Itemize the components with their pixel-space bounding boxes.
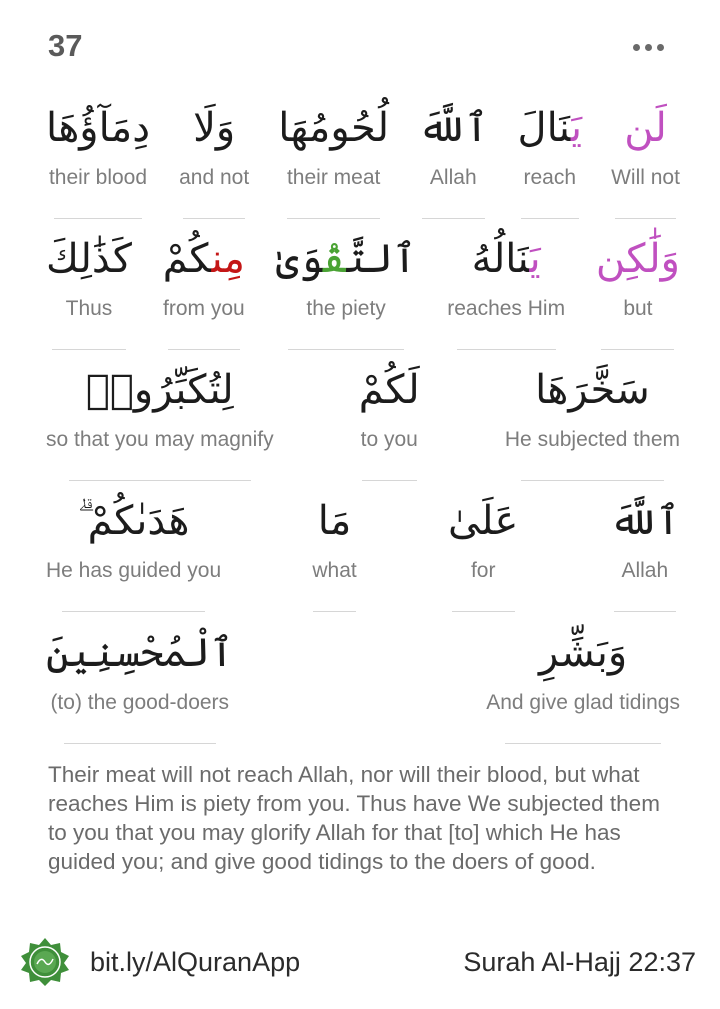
word-translation: to you bbox=[360, 428, 418, 451]
arabic-segment: يَ bbox=[570, 105, 582, 151]
word-translation: He has guided you bbox=[46, 559, 222, 582]
word-item[interactable] bbox=[173, 95, 255, 225]
arabic-segment: سَخَّرَهَا bbox=[535, 367, 650, 413]
verse-number: 37 bbox=[48, 28, 83, 63]
word-translation: and not bbox=[179, 166, 250, 189]
arabic-segment: قْ bbox=[322, 236, 347, 282]
arabic-segment: ٱللَّهَ bbox=[609, 498, 680, 544]
word-underline bbox=[521, 218, 579, 219]
arabic-segment: نَالُهُ bbox=[471, 236, 530, 282]
word-row bbox=[40, 488, 686, 618]
word-underline bbox=[601, 349, 674, 350]
arabic-word bbox=[596, 226, 680, 292]
more-dot-icon bbox=[657, 44, 664, 51]
word-underline bbox=[288, 349, 404, 350]
word-underline bbox=[52, 349, 126, 350]
more-dot-icon bbox=[645, 44, 652, 51]
app-link[interactable]: bit.ly/AlQuranApp bbox=[90, 947, 301, 977]
word-underline bbox=[457, 349, 556, 350]
word-underline bbox=[422, 218, 485, 219]
arabic-segment: ٱللَّهَ bbox=[418, 105, 489, 151]
arabic-segment: مَا bbox=[317, 498, 352, 544]
word-underline bbox=[183, 218, 245, 219]
word-item[interactable] bbox=[40, 620, 240, 750]
arabic-word bbox=[624, 95, 667, 161]
word-item[interactable] bbox=[40, 488, 227, 618]
word-underline bbox=[615, 218, 676, 219]
word-item[interactable] bbox=[40, 357, 280, 487]
verse-translation: Their meat will not reach Allah, nor will their blood, but what reaches Him is piety from you. Thus have We subjected them to you that you may glorify Allah for that [to] which He has guided you; and give good tidings to the doers of good. bbox=[48, 762, 660, 874]
word-underline bbox=[287, 218, 380, 219]
arabic-segment: كُمْ bbox=[162, 236, 212, 282]
word-translation: Allah bbox=[621, 559, 669, 582]
word-underline bbox=[64, 743, 216, 744]
word-item[interactable] bbox=[353, 357, 426, 487]
arabic-word bbox=[418, 95, 488, 161]
arabic-segment: لُحُومُهَا bbox=[278, 105, 390, 151]
arabic-segment: وَبَشِّرِ bbox=[538, 630, 628, 676]
arabic-segment: لَكُمْ bbox=[358, 367, 420, 413]
word-item[interactable] bbox=[270, 226, 423, 356]
word-row bbox=[40, 620, 686, 750]
word-translation: from you bbox=[163, 297, 245, 320]
word-underline bbox=[69, 480, 251, 481]
word-translation: reach bbox=[523, 166, 577, 189]
arabic-word bbox=[46, 95, 150, 161]
arabic-word bbox=[78, 488, 190, 554]
arabic-word bbox=[518, 95, 582, 161]
word-translation: Thus bbox=[65, 297, 113, 320]
arabic-word bbox=[46, 620, 234, 686]
word-item[interactable] bbox=[499, 357, 686, 487]
surah-reference: Surah Al-Hajj 22:37 bbox=[463, 947, 696, 977]
word-translation: what bbox=[312, 559, 357, 582]
word-underline bbox=[505, 743, 661, 744]
word-item[interactable] bbox=[272, 95, 395, 225]
arabic-word bbox=[46, 226, 132, 292]
word-translation: He subjected them bbox=[504, 428, 680, 451]
word-translation: the piety bbox=[306, 297, 386, 320]
word-item[interactable] bbox=[604, 488, 686, 618]
word-item[interactable] bbox=[512, 95, 588, 225]
word-item[interactable] bbox=[157, 226, 251, 356]
word-translation: reaches Him bbox=[447, 297, 566, 320]
arabic-word bbox=[276, 226, 417, 292]
more-dot-icon bbox=[633, 44, 640, 51]
word-translation: but bbox=[623, 297, 653, 320]
arabic-word bbox=[86, 357, 234, 423]
arabic-segment: عَلَىٰ bbox=[447, 498, 519, 544]
arabic-segment: يَ bbox=[529, 236, 541, 282]
arabic-word bbox=[163, 226, 245, 292]
arabic-word bbox=[472, 226, 541, 292]
arabic-segment: دِمَآؤُهَا bbox=[46, 105, 151, 151]
arabic-word bbox=[278, 95, 389, 161]
word-underline bbox=[62, 611, 204, 612]
word-item[interactable] bbox=[412, 95, 494, 225]
arabic-segment: نَالَ bbox=[517, 105, 571, 151]
arabic-segment: ٱلْمُحْسِنِينَ bbox=[46, 630, 234, 676]
word-row bbox=[40, 357, 686, 487]
word-translation: And give glad tidings bbox=[486, 691, 680, 714]
word-underline bbox=[54, 218, 142, 219]
word-item[interactable] bbox=[306, 488, 362, 618]
arabic-word bbox=[193, 95, 235, 161]
arabic-word bbox=[610, 488, 680, 554]
arabic-segment: لَن bbox=[624, 105, 667, 151]
arabic-segment: لِتُكَبِّرُوا۟ bbox=[85, 367, 234, 413]
arabic-segment: ٱلتَّ bbox=[346, 236, 417, 282]
word-underline bbox=[362, 480, 417, 481]
word-item[interactable] bbox=[605, 95, 686, 225]
arabic-segment: هَدَىٰكُمْ ۗ bbox=[77, 498, 190, 544]
word-translation: their meat bbox=[286, 166, 381, 189]
arabic-segment: كَذَٰلِكَ bbox=[46, 236, 132, 282]
word-underline bbox=[452, 611, 515, 612]
word-item[interactable] bbox=[590, 226, 686, 356]
word-translation: their blood bbox=[48, 166, 148, 189]
word-translation: for bbox=[470, 559, 496, 582]
arabic-word bbox=[318, 488, 352, 554]
arabic-segment: مِن bbox=[211, 236, 245, 282]
arabic-word bbox=[359, 357, 420, 423]
arabic-word bbox=[539, 620, 627, 686]
arabic-segment: وَىٰ bbox=[275, 236, 323, 282]
word-item[interactable] bbox=[480, 620, 686, 750]
arabic-segment: وَلَٰكِن bbox=[595, 236, 680, 282]
arabic-word bbox=[535, 357, 650, 423]
word-underline bbox=[521, 480, 663, 481]
word-item[interactable] bbox=[441, 226, 571, 356]
word-translation: so that you may magnify bbox=[46, 428, 274, 451]
word-translation: (to) the good-doers bbox=[50, 691, 230, 714]
word-item[interactable] bbox=[40, 226, 138, 356]
word-translation: Will not bbox=[611, 166, 680, 189]
arabic-segment: وَلَا bbox=[193, 105, 236, 151]
arabic-word bbox=[448, 488, 518, 554]
word-item[interactable] bbox=[40, 95, 156, 225]
word-row bbox=[40, 226, 686, 356]
word-row bbox=[40, 95, 686, 225]
word-translation: Allah bbox=[429, 166, 477, 189]
al-quran-app-logo-icon bbox=[20, 937, 70, 987]
word-underline bbox=[168, 349, 240, 350]
word-item[interactable] bbox=[442, 488, 524, 618]
word-underline bbox=[313, 611, 356, 612]
word-underline bbox=[614, 611, 677, 612]
more-options-button[interactable] bbox=[628, 40, 668, 54]
